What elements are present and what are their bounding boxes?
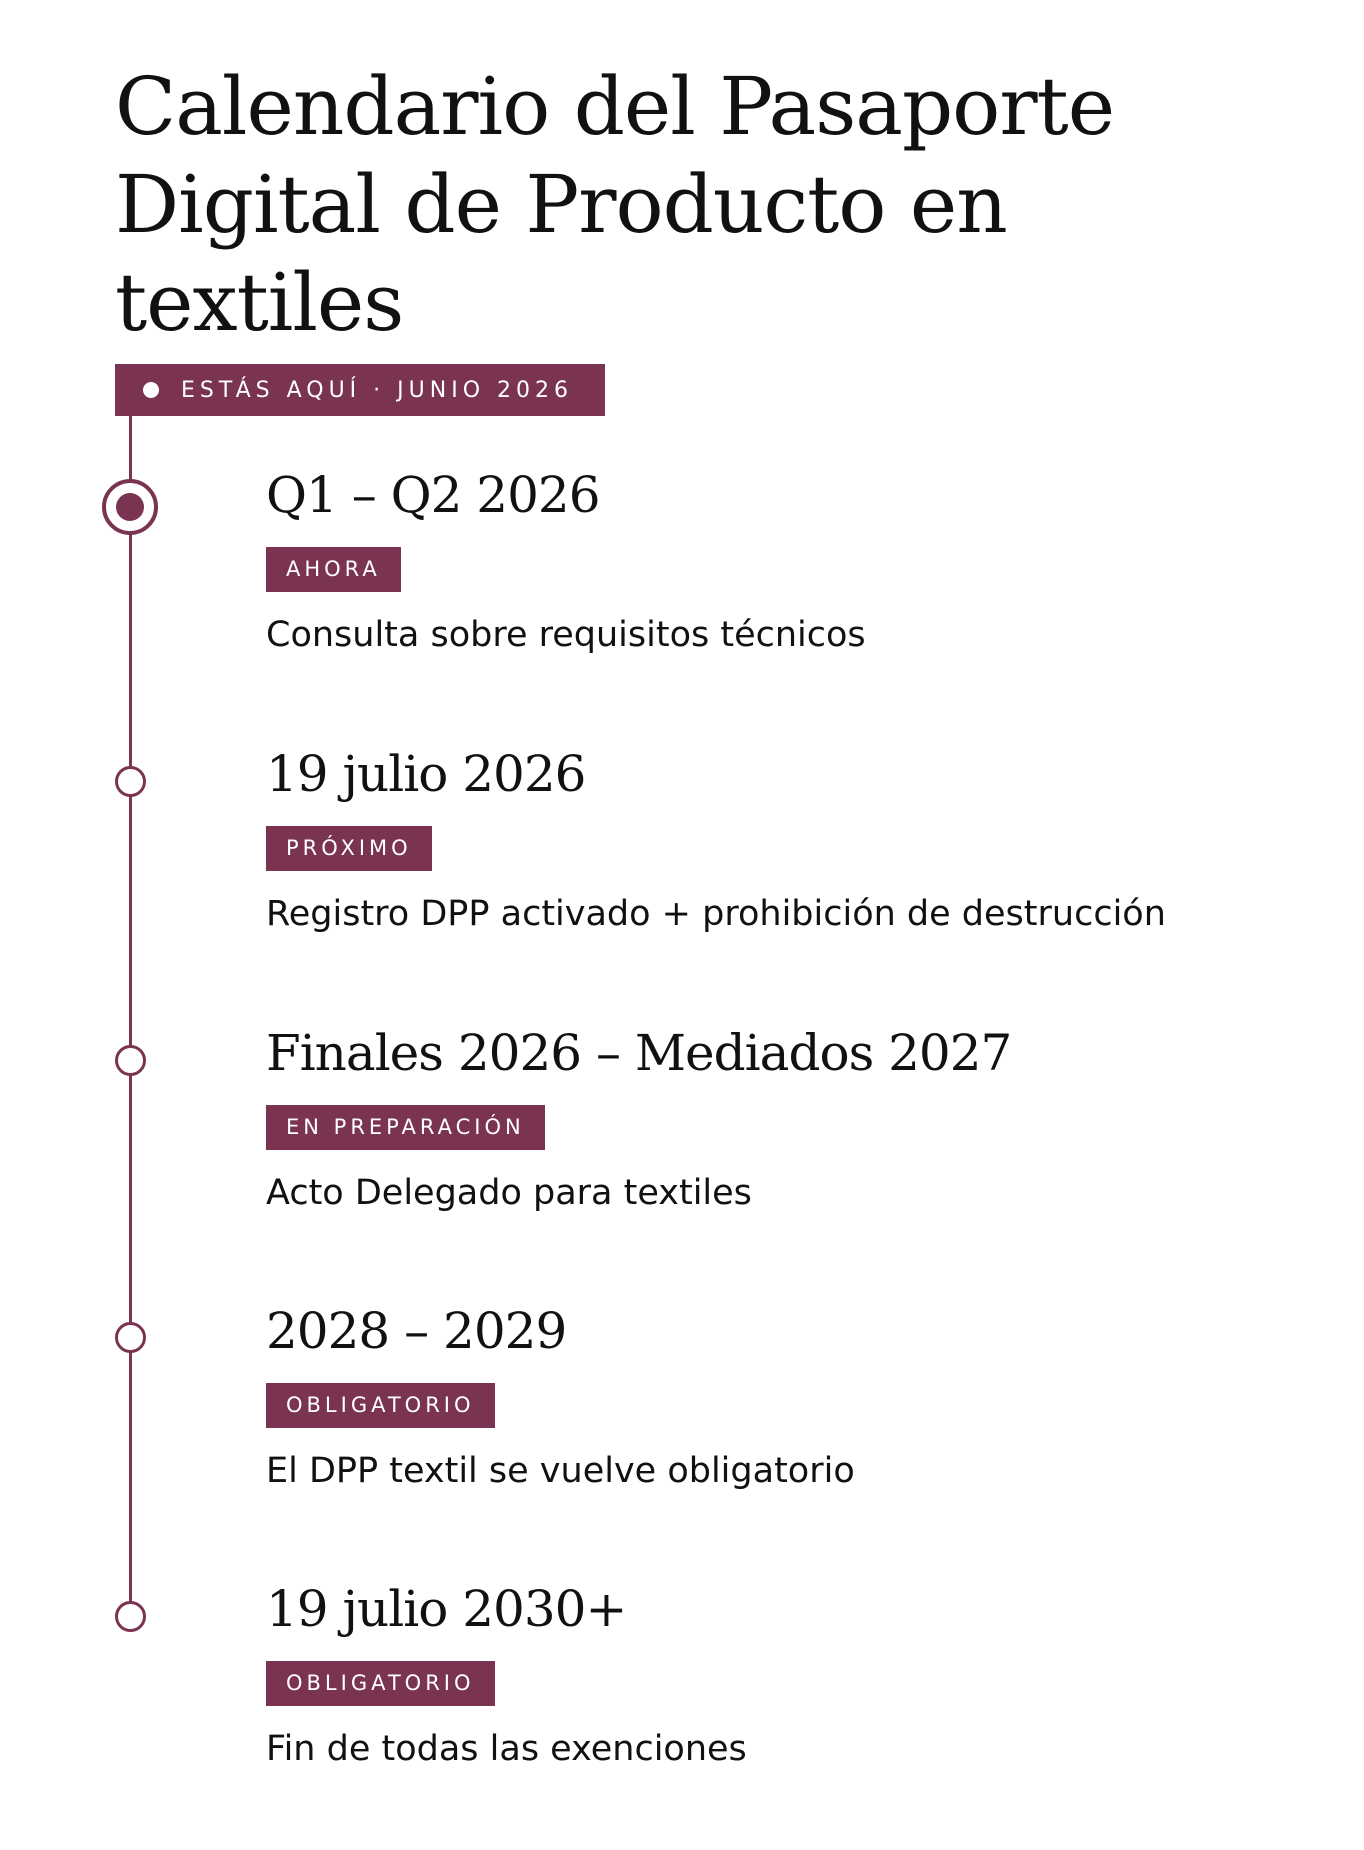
status-badge: AHORA bbox=[266, 547, 401, 592]
milestone-description: Fin de todas las exenciones bbox=[266, 1729, 747, 1769]
current-position-dot-icon bbox=[143, 382, 159, 398]
milestone-description: Registro DPP activado + prohibición de destrucción bbox=[266, 894, 1166, 934]
milestone-date: 19 julio 2026 bbox=[266, 745, 586, 803]
status-badge: OBLIGATORIO bbox=[266, 1661, 495, 1706]
current-position-label: ESTÁS AQUÍ · JUNIO 2026 bbox=[181, 377, 573, 403]
timeline-marker-icon bbox=[115, 766, 146, 797]
status-badge: PRÓXIMO bbox=[266, 826, 432, 871]
timeline-marker-icon bbox=[115, 1045, 146, 1076]
timeline-marker-current-icon bbox=[102, 479, 158, 535]
timeline-marker-icon bbox=[115, 1322, 146, 1353]
milestone-description: El DPP textil se vuelve obligatorio bbox=[266, 1451, 855, 1491]
timeline-marker-icon bbox=[115, 1601, 146, 1632]
timeline-entry bbox=[266, 1023, 1326, 1214]
milestone-date: Finales 2026 – Mediados 2027 bbox=[266, 1024, 1012, 1082]
status-badge: EN PREPARACIÓN bbox=[266, 1105, 545, 1150]
status-badge: OBLIGATORIO bbox=[266, 1383, 495, 1428]
milestone-date: 2028 – 2029 bbox=[266, 1302, 567, 1360]
milestone-description: Consulta sobre requisitos técnicos bbox=[266, 615, 866, 655]
timeline-entry bbox=[266, 1301, 1326, 1492]
timeline-entry bbox=[266, 465, 1326, 656]
timeline-line bbox=[129, 414, 132, 1624]
page-title: Calendario del Pasaporte Digital de Producto en textiles bbox=[115, 60, 1115, 349]
timeline-entry bbox=[266, 1579, 1326, 1770]
milestone-date: 19 julio 2030+ bbox=[266, 1580, 627, 1638]
timeline-entry bbox=[266, 744, 1326, 935]
milestone-date: Q1 – Q2 2026 bbox=[266, 466, 600, 524]
current-position-badge bbox=[115, 364, 605, 416]
milestone-description: Acto Delegado para textiles bbox=[266, 1173, 752, 1213]
